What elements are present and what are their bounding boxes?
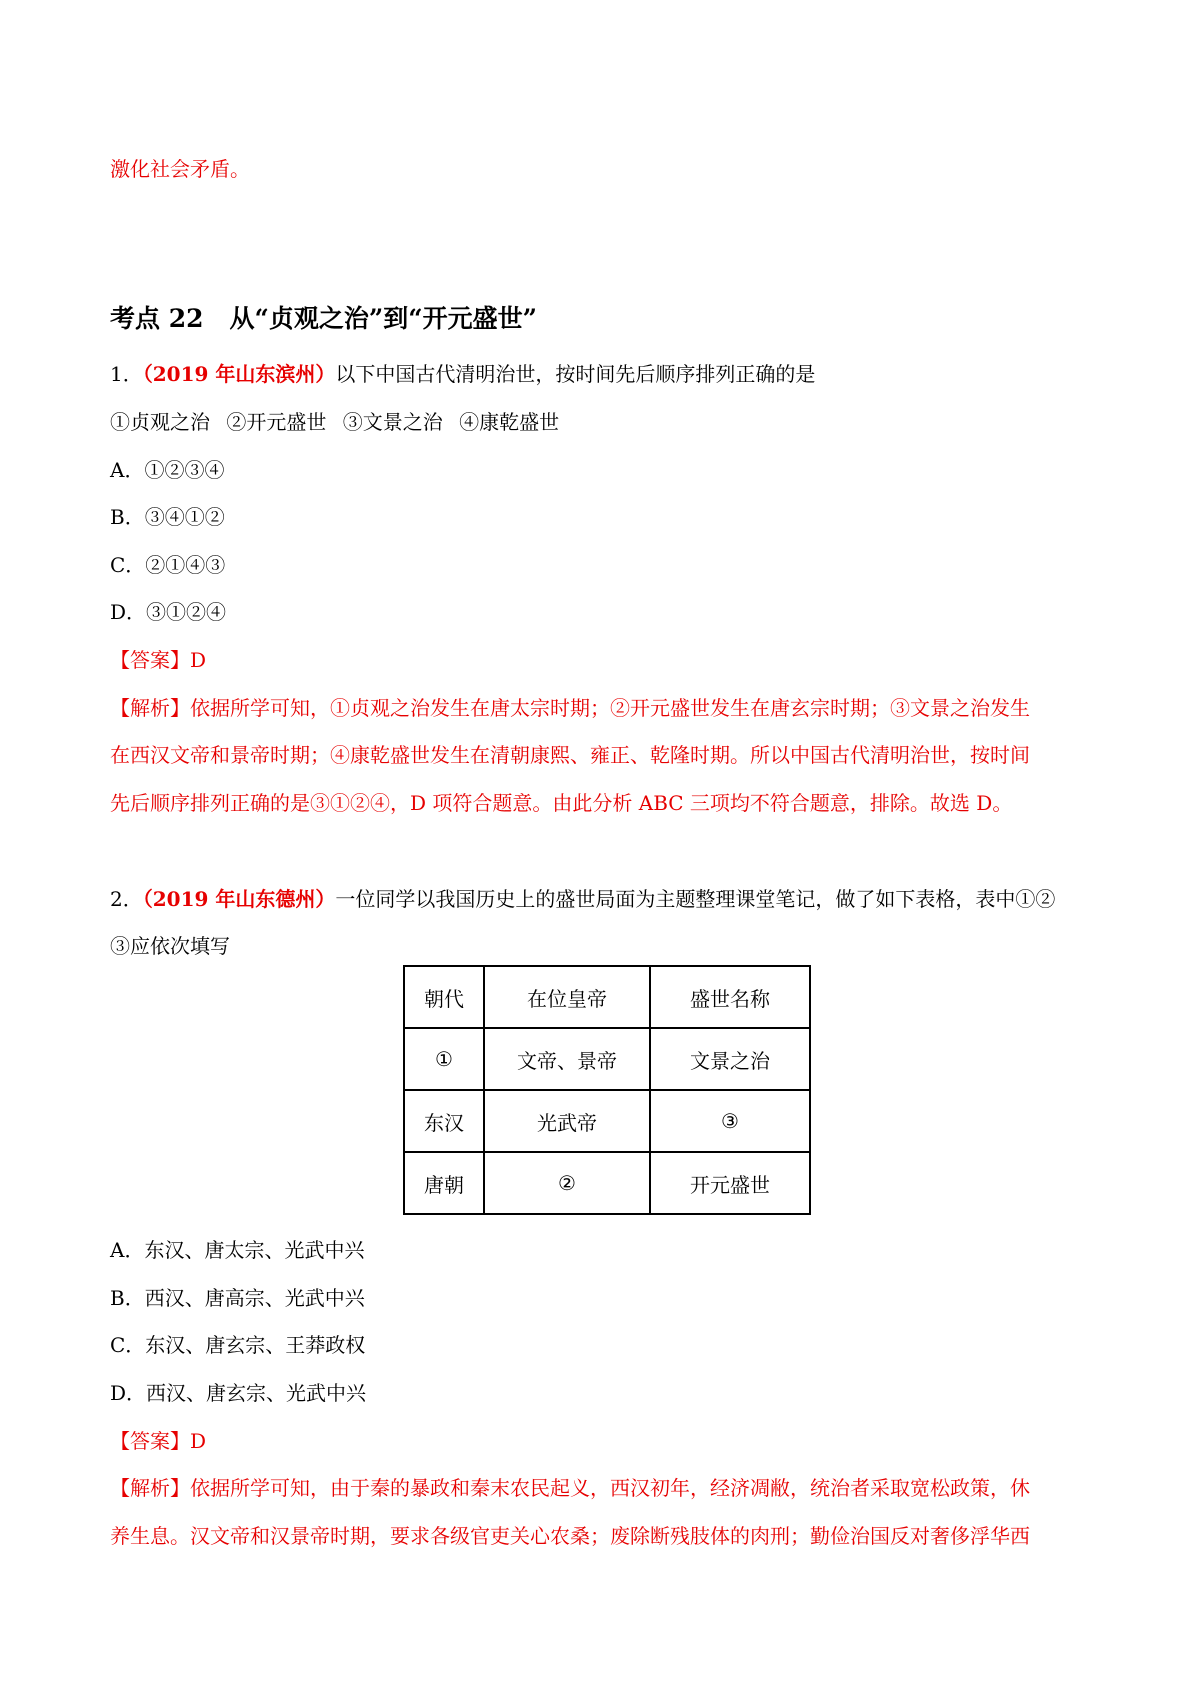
table-cell: 光武帝: [484, 1090, 650, 1152]
q2-source: （2019 年山东德州）: [142, 887, 336, 911]
q1-option-b: B．③④①②: [110, 505, 225, 529]
q2-analysis-label: 【解析】: [110, 1476, 190, 1500]
q2-analysis-line-2: 养生息。汉文帝和汉景帝时期，要求各级官吏关心农桑；废除断残肢体的肉刑；勤俭治国反对奢侈浮华西: [110, 1524, 1030, 1548]
q1-source: （2019 年山东滨州）: [142, 362, 336, 386]
q2-analysis-text: 依据所学可知，由于秦的暴政和秦末农民起义，西汉初年，经济凋敝，统治者采取宽松政策，休: [190, 1476, 1030, 1500]
table-cell: 东汉: [404, 1090, 484, 1152]
q2-option-d: D．西汉、唐玄宗、光武中兴: [110, 1381, 367, 1405]
q1-items: ①贞观之治 ②开元盛世 ③文景之治 ④康乾盛世: [110, 410, 560, 434]
carry-over-text: 激化社会矛盾。: [110, 157, 250, 181]
q1-option-a: A．①②③④: [110, 458, 225, 482]
q1-option-c: C．②①④③: [110, 553, 226, 577]
q2-number: 2．: [110, 887, 143, 911]
table-row: [404, 966, 810, 1028]
q2-answer: [110, 1427, 206, 1455]
table-cell: 唐朝: [404, 1152, 484, 1214]
q1-stem: [110, 360, 815, 388]
q2-stem-line-2: ③应依次填写: [110, 934, 230, 958]
q1-analysis-line-1: [110, 694, 1030, 722]
table-cell: 盛世名称: [650, 966, 810, 1028]
section-label: 考点 22: [110, 304, 204, 333]
table-cell: 文景之治: [650, 1028, 810, 1090]
table-row: [404, 1090, 810, 1152]
table-cell: 文帝、景帝: [484, 1028, 650, 1090]
section-topic: 从“贞观之治”到“开元盛世”: [229, 304, 538, 333]
q1-number: 1．: [110, 362, 143, 386]
q1-analysis-label: 【解析】: [110, 696, 190, 720]
q2-answer-value: D: [190, 1429, 207, 1453]
q1-analysis-line-3: 先后顺序排列正确的是③①②④，D 项符合题意。由此分析 ABC 三项均不符合题意，排除。故选 D。: [110, 791, 1013, 815]
q1-answer: [110, 646, 206, 674]
q2-option-c: C．东汉、唐玄宗、王莽政权: [110, 1333, 366, 1357]
section-heading: [110, 302, 537, 336]
q1-analysis-line-2: 在西汉文帝和景帝时期；④康乾盛世发生在清朝康熙、雍正、乾隆时期。所以中国古代清明治世，按时间: [110, 743, 1030, 767]
q1-stem-text: 以下中国古代清明治世，按时间先后顺序排列正确的是: [335, 362, 816, 386]
q2-stem-text: 一位同学以我国历史上的盛世局面为主题整理课堂笔记，做了如下表格，表中①②: [335, 887, 1056, 911]
q2-stem: [110, 885, 1055, 913]
table-row: [404, 1028, 810, 1090]
q1-answer-value: D: [190, 648, 207, 672]
table-cell: ③: [650, 1090, 810, 1152]
table-cell: 开元盛世: [650, 1152, 810, 1214]
q2-option-a: A．东汉、唐太宗、光武中兴: [110, 1238, 365, 1262]
table-cell: 朝代: [404, 966, 484, 1028]
q2-analysis-line-1: [110, 1474, 1030, 1502]
q1-answer-label: 【答案】: [110, 648, 190, 672]
table-cell: ①: [404, 1028, 484, 1090]
q2-answer-label: 【答案】: [110, 1429, 190, 1453]
table-row: [404, 1152, 810, 1214]
q1-option-d: D．③①②④: [110, 600, 227, 624]
q1-analysis-text: 依据所学可知，①贞观之治发生在唐太宗时期；②开元盛世发生在唐玄宗时期；③文景之治发生: [190, 696, 1030, 720]
table-cell: 在位皇帝: [484, 966, 650, 1028]
q2-option-b: B．西汉、唐高宗、光武中兴: [110, 1286, 365, 1310]
table-cell: ②: [484, 1152, 650, 1214]
dynasty-table: [403, 965, 811, 1215]
